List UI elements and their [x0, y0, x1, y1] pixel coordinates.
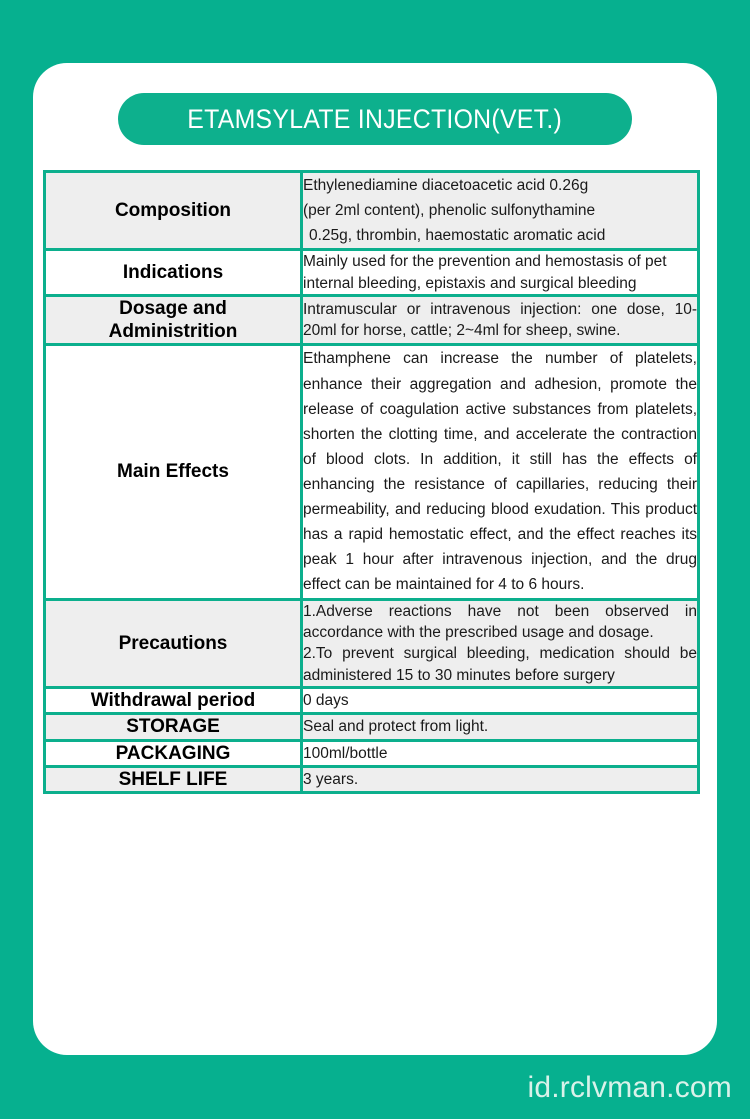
dosage-label-line-1: Dosage and [119, 298, 227, 320]
composition-line-1: Ethylenediamine diacetoacetic acid 0.26g [303, 177, 589, 194]
table-row [45, 250, 699, 296]
composition-line-3: 0.25g, thrombin, haemostatic aromatic acid [309, 227, 606, 245]
site-watermark: id.rclvman.com [527, 1071, 732, 1104]
row-value-indications: Mainly used for the prevention and hemostasis of pet internal bleeding, epistaxis and surgical bleeding [302, 250, 699, 296]
row-value-dosage: Intramuscular or intravenous injection: one dose, 10-20ml for horse, cattle; 2~4ml for sheep, swine. [302, 296, 699, 345]
row-value-main-effects: Ethamphene can increase the number of platelets, enhance their aggregation and adhesion, promote the release of coagulation active substances from platelets, shorten the clotting time, and accelerate the contraction of blood clots. In addition, it still has the effects of enhancing the resistance of capillaries, reducing their permeability, and reducing blood exudation. This product has a rapid hemostatic effect, and the effect reaches its peak 1 hour after intravenous injection, and the drug effect can be maintained for 4 to 6 hours. [302, 345, 699, 599]
product-title-banner [118, 93, 632, 145]
row-label-main-effects: Main Effects [45, 345, 302, 599]
table-row [45, 345, 699, 599]
row-value-shelf-life: 3 years. [302, 766, 699, 792]
table-row [45, 599, 699, 688]
specification-table [43, 170, 700, 794]
row-value-precautions [302, 599, 699, 688]
row-label-shelf-life: SHELF LIFE [45, 766, 302, 792]
row-label-dosage [45, 296, 302, 345]
row-label-composition: Composition [45, 172, 302, 250]
row-label-precautions: Precautions [45, 599, 302, 688]
precaution-item-2: 2.To prevent surgical bleeding, medication should be administered 15 to 30 minutes before surgery [303, 645, 697, 684]
row-label-indications: Indications [45, 250, 302, 296]
product-info-card [33, 63, 717, 1055]
table-row [45, 740, 699, 766]
page-title: ETAMSYLATE INJECTION(VET.) [187, 103, 563, 134]
table-row [45, 172, 699, 250]
table-row [45, 714, 699, 740]
row-value-storage: Seal and protect from light. [302, 714, 699, 740]
row-value-packaging: 100ml/bottle [302, 740, 699, 766]
row-value-composition [302, 172, 699, 250]
table-row [45, 766, 699, 792]
row-label-storage: STORAGE [45, 714, 302, 740]
table-row [45, 688, 699, 714]
row-label-withdrawal-period: Withdrawal period [45, 688, 302, 714]
precaution-item-1: 1.Adverse reactions have not been observed in accordance with the prescribed usage and dosage. [303, 602, 697, 641]
table-row [45, 296, 699, 345]
dosage-label-line-2: Administrition [108, 321, 238, 343]
row-label-packaging: PACKAGING [45, 740, 302, 766]
composition-line-2: (per 2ml content), phenolic sulfonythamine [303, 202, 596, 220]
row-value-withdrawal-period: 0 days [302, 688, 699, 714]
